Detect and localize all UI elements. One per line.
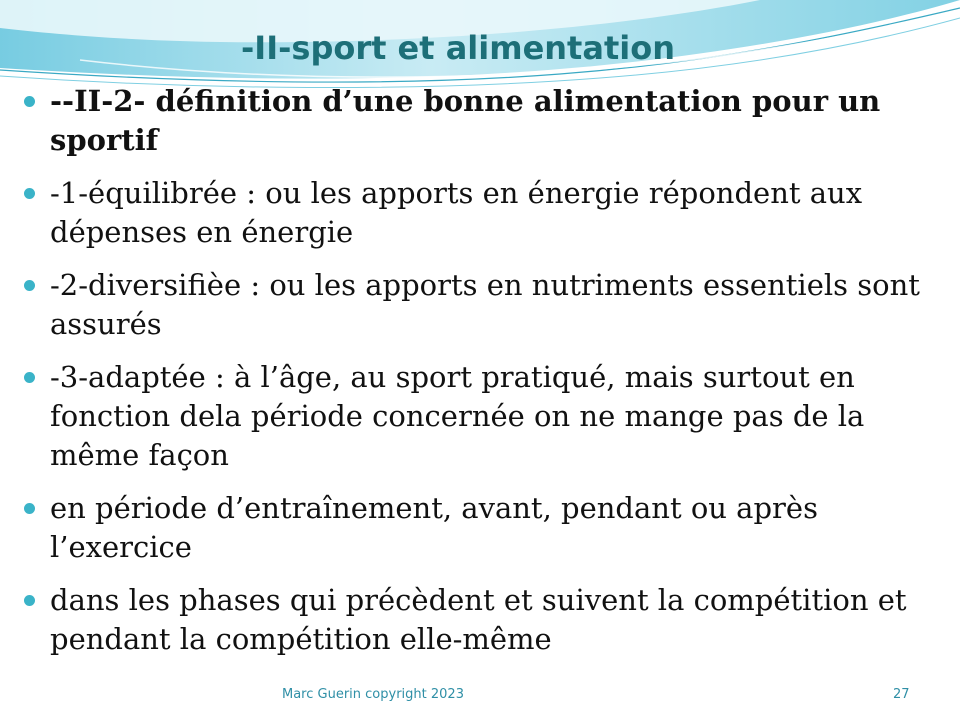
bullet-text: -3-adaptée : à l’âge, au sport pratiqué, mais surtout en fonction dela période concernée on ne mange pas de la même façon bbox=[50, 360, 865, 472]
bullet-text: -2-diversifièe : ou les apports en nutriments essentiels sont assurés bbox=[50, 268, 920, 341]
bullet-item bbox=[22, 82, 934, 160]
bullet-dot-icon bbox=[24, 188, 35, 199]
bullet-dot-icon bbox=[24, 503, 35, 514]
slide-title: -II-sport et alimentation bbox=[241, 29, 675, 67]
bullet-dot-icon bbox=[24, 595, 35, 606]
bullet-item bbox=[22, 266, 934, 344]
bullet-item bbox=[22, 581, 934, 659]
bullet-dot-icon bbox=[24, 96, 35, 107]
bullet-item bbox=[22, 358, 934, 475]
bullet-item bbox=[22, 489, 934, 567]
page-number: 27 bbox=[893, 687, 910, 702]
footer-copyright: Marc Guerin copyright 2023 bbox=[282, 687, 464, 702]
bullet-text: dans les phases qui précèdent et suivent la compétition et pendant la compétition elle-même bbox=[50, 583, 907, 656]
bullet-text: --II-2- définition d’une bonne alimentation pour un sportif bbox=[50, 84, 881, 157]
bullet-item bbox=[22, 174, 934, 252]
bullet-dot-icon bbox=[24, 372, 35, 383]
bullet-text: -1-équilibrée : ou les apports en énergie répondent aux dépenses en énergie bbox=[50, 176, 863, 249]
bullet-text: en période d’entraînement, avant, pendant ou après l’exercice bbox=[50, 491, 818, 564]
bullet-list bbox=[22, 82, 934, 673]
bullet-dot-icon bbox=[24, 280, 35, 291]
